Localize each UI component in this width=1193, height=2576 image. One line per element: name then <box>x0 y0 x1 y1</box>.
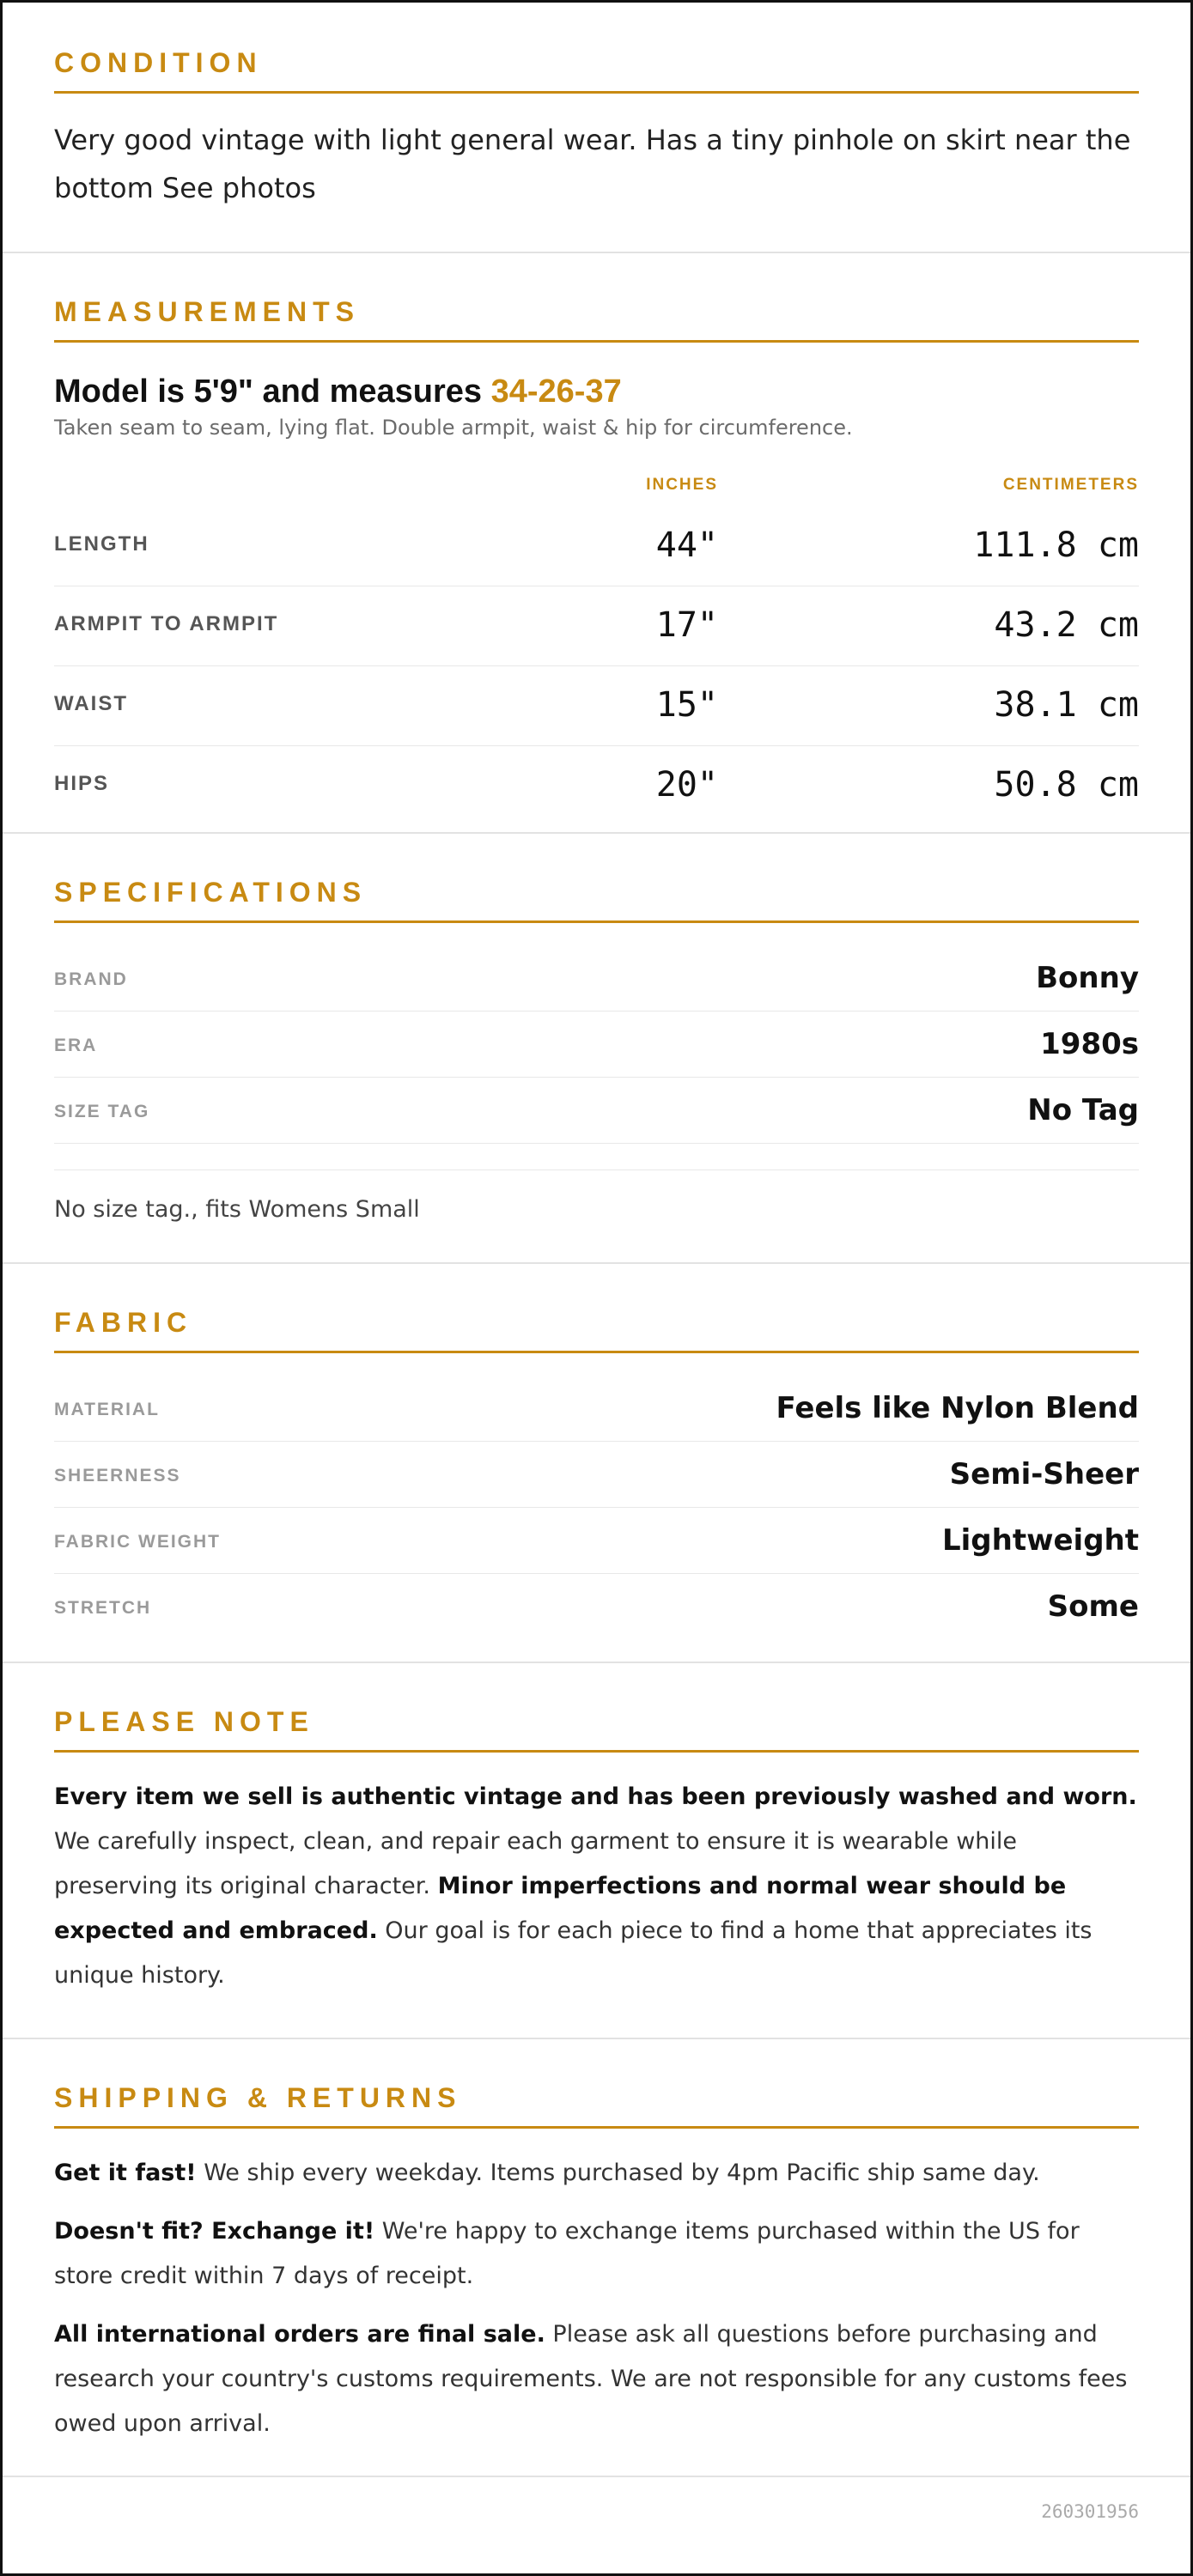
measurement-cm: 50.8 cm <box>994 765 1139 805</box>
spec-value: No Tag <box>1027 1093 1139 1127</box>
shipping-paragraph-2 <box>54 2209 1139 2299</box>
shipping-text-2: We're happy to exchange items purchased within the US for store credit within 7 days of receipt. <box>54 2218 1080 2289</box>
measurement-label: ARMPIT TO ARMPIT <box>54 612 279 635</box>
fabric-value: Feels like Nylon Blend <box>776 1391 1139 1425</box>
size-note: No size tag., fits Womens Small <box>54 1196 420 1223</box>
fabric-row-sheerness <box>54 1442 1139 1508</box>
note-bold-1: Every item we sell is authentic vintage and has been previously washed and worn. <box>54 1783 1137 1810</box>
footer <box>3 2477 1190 2546</box>
spec-value: Bonny <box>1036 961 1139 995</box>
product-code: 260301956 <box>1041 2501 1139 2522</box>
fabric-label: FABRIC WEIGHT <box>54 1532 221 1552</box>
measurements-subtitle: Taken seam to seam, lying flat. Double armpit, waist & hip for circumference. <box>54 416 853 440</box>
shipping-bold-3: All international orders are final sale. <box>54 2321 545 2348</box>
note-text-2: Our goal is for each piece to find a home that appreciates its unique history. <box>54 1917 1093 1989</box>
please-note-section <box>3 1663 1190 2039</box>
fabric-row-weight <box>54 1508 1139 1574</box>
measurements-table-header <box>54 457 1139 507</box>
measurement-inches: 44" <box>655 526 718 565</box>
shipping-paragraph-1 <box>54 2151 1139 2196</box>
fabric-label: SHEERNESS <box>54 1466 181 1485</box>
specifications-section <box>3 834 1190 1264</box>
spec-divider <box>54 1144 1139 1170</box>
measurement-inches: 17" <box>655 605 718 645</box>
fabric-label: STRETCH <box>54 1598 152 1618</box>
fabric-value: Semi-Sheer <box>949 1457 1139 1492</box>
measurement-label: LENGTH <box>54 532 149 556</box>
measurement-inches: 15" <box>655 685 718 725</box>
specifications-title: SPECIFICATIONS <box>54 877 1139 923</box>
measurement-row <box>54 507 1139 586</box>
spec-label: BRAND <box>54 969 128 989</box>
centimeters-column-header: CENTIMETERS <box>1002 476 1139 494</box>
fabric-row-material <box>54 1376 1139 1442</box>
measurement-inches: 20" <box>655 765 718 805</box>
model-prefix: Model is 5'9" and measures <box>54 374 491 410</box>
measurement-row <box>54 746 1139 825</box>
condition-section <box>3 3 1190 253</box>
model-measurements-line <box>54 374 1139 410</box>
measurement-label: HIPS <box>54 772 110 795</box>
condition-text: Very good vintage with light general wear. Has a tiny pinhole on skirt near the bottom See photos <box>54 124 1131 204</box>
spec-value: 1980s <box>1040 1027 1139 1061</box>
shipping-bold-2: Doesn't fit? Exchange it! <box>54 2218 375 2245</box>
fabric-title: FABRIC <box>54 1307 1139 1353</box>
measurement-row <box>54 586 1139 666</box>
shipping-text-1: We ship every weekday. Items purchased by 4pm Pacific ship same day. <box>196 2160 1040 2186</box>
please-note-title: PLEASE NOTE <box>54 1706 1139 1753</box>
spec-row-era <box>54 1012 1139 1078</box>
note-bold-2: Minor imperfections and normal wear should be expected and embraced. <box>54 1873 1067 1944</box>
shipping-section <box>3 2039 1190 2477</box>
measurement-cm: 43.2 cm <box>994 605 1139 645</box>
measurement-cm: 111.8 cm <box>973 526 1139 565</box>
measurement-cm: 38.1 cm <box>994 685 1139 725</box>
shipping-bold-1: Get it fast! <box>54 2160 197 2186</box>
shipping-title: SHIPPING & RETURNS <box>54 2082 1139 2129</box>
shipping-paragraph-3 <box>54 2312 1139 2446</box>
inches-column-header: INCHES <box>646 476 718 494</box>
measurement-label: WAIST <box>54 692 128 715</box>
note-text-1: We carefully inspect, clean, and repair each garment to ensure it is wearable while preserving its original character. <box>54 1828 1018 1899</box>
model-measures-value: 34-26-37 <box>490 374 622 410</box>
shipping-text-3: Please ask all questions before purchasing and research your country's customs requirements. We are not responsible for any customs fees owed upon arrival. <box>54 2321 1128 2437</box>
spec-row-brand <box>54 945 1139 1012</box>
spec-label: SIZE TAG <box>54 1102 150 1121</box>
fabric-value: Some <box>1047 1589 1139 1624</box>
condition-title: CONDITION <box>54 47 1139 94</box>
measurement-row <box>54 666 1139 746</box>
fabric-value: Lightweight <box>941 1523 1139 1558</box>
spec-label: ERA <box>54 1036 98 1055</box>
fabric-section <box>3 1264 1190 1663</box>
measurements-section <box>3 253 1190 834</box>
fabric-row-stretch <box>54 1574 1139 1639</box>
fabric-label: MATERIAL <box>54 1400 160 1419</box>
spec-row-size-tag <box>54 1078 1139 1144</box>
please-note-text <box>54 1775 1139 1998</box>
measurements-title: MEASUREMENTS <box>54 296 1139 343</box>
